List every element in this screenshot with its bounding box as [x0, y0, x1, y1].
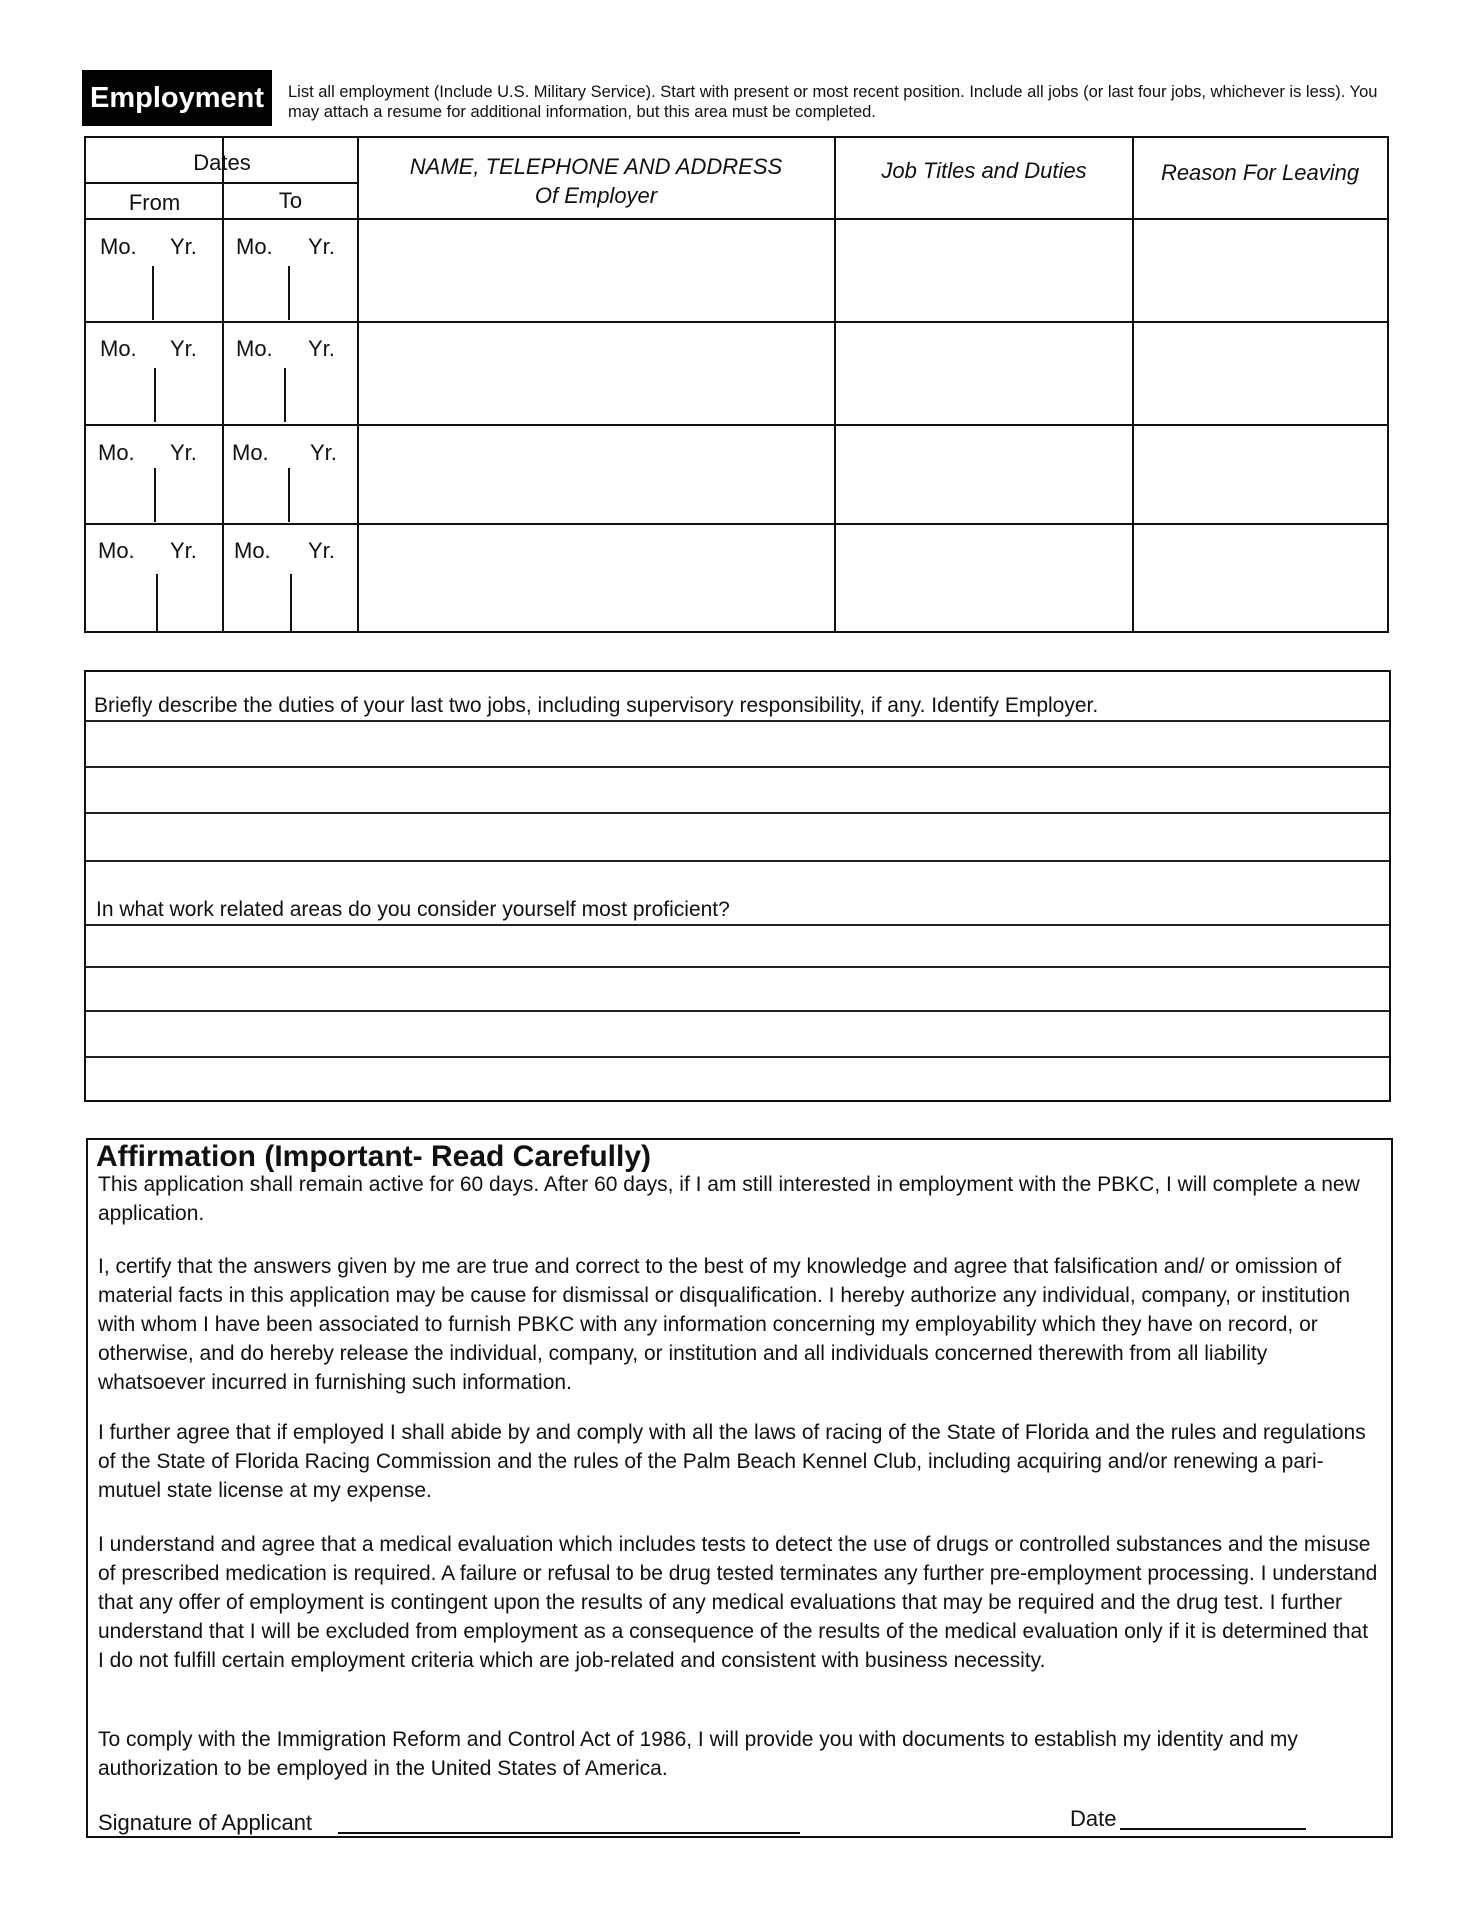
header-bottom-rule	[86, 218, 1387, 220]
to-month-label: Mo.	[234, 538, 271, 563]
row-divider	[86, 523, 1387, 525]
to-month-label: Mo.	[236, 336, 273, 361]
employer-header-line2: Of Employer	[534, 183, 658, 208]
to-date-divider	[290, 574, 292, 632]
from-year-label: Yr.	[170, 440, 197, 465]
to-year-label: Yr.	[308, 234, 335, 259]
date-label: Date	[1070, 1806, 1117, 1831]
signature-line[interactable]	[338, 1832, 800, 1834]
answer-line[interactable]	[86, 966, 1389, 968]
row-divider	[86, 321, 1387, 323]
answer-line[interactable]	[86, 720, 1389, 722]
answer-line[interactable]	[86, 1010, 1389, 1012]
affirmation-paragraph-5: To comply with the Immigration Reform and Control Act of 1986, I will provide you with documents to establish my identity and my authorization to be employed in the United States of America.	[98, 1728, 1298, 1780]
affirmation-paragraph-4: I understand and agree that a medical evaluation which includes tests to detect the use of drugs or controlled substances and the misuse of prescribed medication is required. A failure or refusal to be drug tested terminates any further pre-employment processing. I understand that any offer of employment is contingent upon the results of any medical evaluations that may be required and the drug test. I further understand that I will be excluded from employment as a consequence of the results of the medical evaluation only if it is determined that I do not fulfill certain employment criteria which are job-related and consistent with business necessity.	[98, 1533, 1378, 1672]
from-date-divider	[154, 468, 156, 522]
from-month-label: Mo.	[100, 336, 137, 361]
dates-subheader-rule	[86, 182, 358, 184]
from-date-divider	[156, 574, 158, 632]
answer-line[interactable]	[86, 766, 1389, 768]
signature-label: Signature of Applicant	[98, 1810, 313, 1835]
proficiency-question: In what work related areas do you consider yourself most proficient?	[96, 898, 730, 921]
to-month-label: Mo.	[232, 440, 269, 465]
from-year-label: Yr.	[170, 538, 197, 563]
row-divider	[86, 424, 1387, 426]
to-month-label: Mo.	[236, 234, 273, 259]
col-divider-employer	[834, 138, 836, 631]
employer-header-line1: NAME, TELEPHONE AND ADDRESS	[409, 154, 783, 179]
job-titles-header: Job Titles and Duties	[881, 158, 1087, 183]
to-year-label: Yr.	[308, 538, 335, 563]
to-year-label: Yr.	[310, 440, 337, 465]
affirmation-paragraph-1: This application shall remain active for 60 days. After 60 days, if I am still interested in employment with the PBKC, I will complete a new application.	[98, 1173, 1360, 1225]
to-year-label: Yr.	[308, 336, 335, 361]
to-date-divider	[288, 468, 290, 522]
duties-box	[84, 670, 1391, 1102]
answer-line[interactable]	[86, 924, 1389, 926]
from-header: From	[128, 190, 181, 215]
from-month-label: Mo.	[98, 440, 135, 465]
employer-header	[358, 152, 834, 210]
answer-line[interactable]	[86, 860, 1389, 862]
col-divider-job	[1132, 138, 1134, 631]
dates-header: Dates	[193, 150, 251, 175]
answer-line[interactable]	[86, 1056, 1389, 1058]
from-month-label: Mo.	[100, 234, 137, 259]
reason-header: Reason For Leaving	[1160, 160, 1360, 185]
to-date-divider	[284, 368, 286, 422]
from-month-label: Mo.	[98, 538, 135, 563]
to-date-divider	[288, 266, 290, 320]
affirmation-paragraph-3: I further agree that if employed I shall abide by and comply with all the laws of racing of the State of Florida and the rules and regulations of the State of Florida Racing Commission and the rules of the Palm Beach Kennel Club, including acquiring and/or renewing a pari-mutuel state license at my expense.	[98, 1421, 1366, 1502]
answer-line[interactable]	[86, 812, 1389, 814]
from-year-label: Yr.	[170, 234, 197, 259]
affirmation-title: Affirmation (Important- Read Carefully)	[96, 1140, 652, 1173]
employment-table	[84, 136, 1389, 633]
employment-section-label: Employment	[82, 70, 272, 126]
date-line[interactable]	[1120, 1828, 1306, 1830]
from-date-divider	[152, 266, 154, 320]
affirmation-paragraph-2: I, certify that the answers given by me are true and correct to the best of my knowledge and agree that falsification and/ or omission of material facts in this application may be cause for dismissal or disqualification. I hereby authorize any individual, company, or institution with whom I have been associated to furnish PBKC with any information concerning my employability which they have on record, or otherwise, and do hereby release the individual, company, or institution and all individuals concerned therewith from all liability whatsoever incurred in furnishing such information.	[98, 1255, 1351, 1394]
from-date-divider	[154, 368, 156, 422]
to-header: To	[278, 188, 303, 213]
from-year-label: Yr.	[170, 336, 197, 361]
affirmation-box	[86, 1138, 1393, 1838]
duties-question: Briefly describe the duties of your last two jobs, including supervisory responsibility, if any. Identify Employer.	[94, 694, 1099, 717]
employment-instructions: List all employment (Include U.S. Military Service). Start with present or most recent position. Include all jobs (or last four jobs, whichever is less). You may attach a resume for additional information, but this area must be completed.	[288, 83, 1378, 121]
